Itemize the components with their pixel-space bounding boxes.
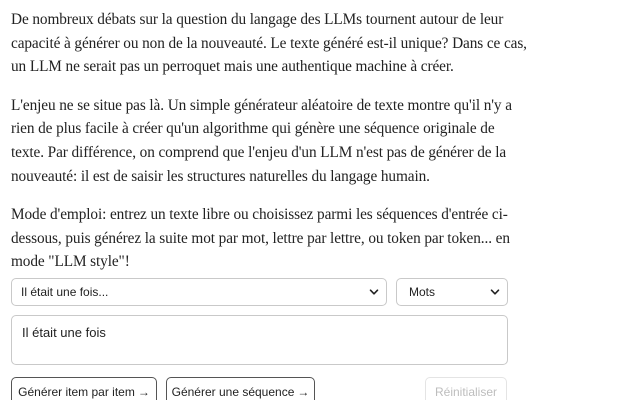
- input-textarea-value: Il était une fois: [22, 325, 106, 340]
- chevron-down-icon: [490, 287, 500, 297]
- arrow-right-icon: →: [297, 385, 310, 399]
- select-row: [11, 278, 508, 306]
- arrow-right-icon: →: [137, 385, 150, 399]
- generate-sequence-label: Générer une séquence: [171, 385, 295, 399]
- mode-select-value: Mots: [409, 285, 436, 299]
- generate-item-button[interactable]: [11, 377, 157, 400]
- generator-controls: [11, 278, 508, 400]
- sequence-select[interactable]: [11, 278, 387, 306]
- paragraph-3: Mode d'emploi: entrez un texte libre ou choisissez parmi les séquences d'entrée ci-dessous, puis générez la suite mot par mot, lettre par lettre, ou token par token... en mode "LLM style"!: [11, 206, 510, 271]
- paragraph-2: L'enjeu ne se situe pas là. Un simple générateur aléatoire de texte montre qu'il n'y a rien de plus facile à créer qu'un algorithme qui génère une séquence originale de texte. Par différence, on comprend que l'enjeu d'un LLM n'est pas de générer de la nouveauté: il est de saisir les structures naturelles du langage humain.: [11, 96, 512, 185]
- reset-label: Réinitialiser: [434, 385, 498, 399]
- chevron-down-icon: [369, 287, 379, 297]
- button-row: [11, 377, 508, 400]
- sequence-select-value: Il était une fois...: [21, 285, 109, 299]
- input-textarea[interactable]: [11, 315, 508, 365]
- reset-button[interactable]: [425, 377, 507, 400]
- mode-select[interactable]: [396, 278, 508, 306]
- intro-text: [11, 8, 531, 289]
- generate-item-label: Générer item par item: [18, 385, 135, 399]
- generate-sequence-button[interactable]: [166, 377, 315, 400]
- paragraph-1: De nombreux débats sur la question du langage des LLMs tournent autour de leur capacité à générer ou non de la nouveauté. Le texte généré est-il unique? Dans ce cas, un LLM ne serait pas un perroquet mais une authentique machine à créer.: [11, 11, 527, 76]
